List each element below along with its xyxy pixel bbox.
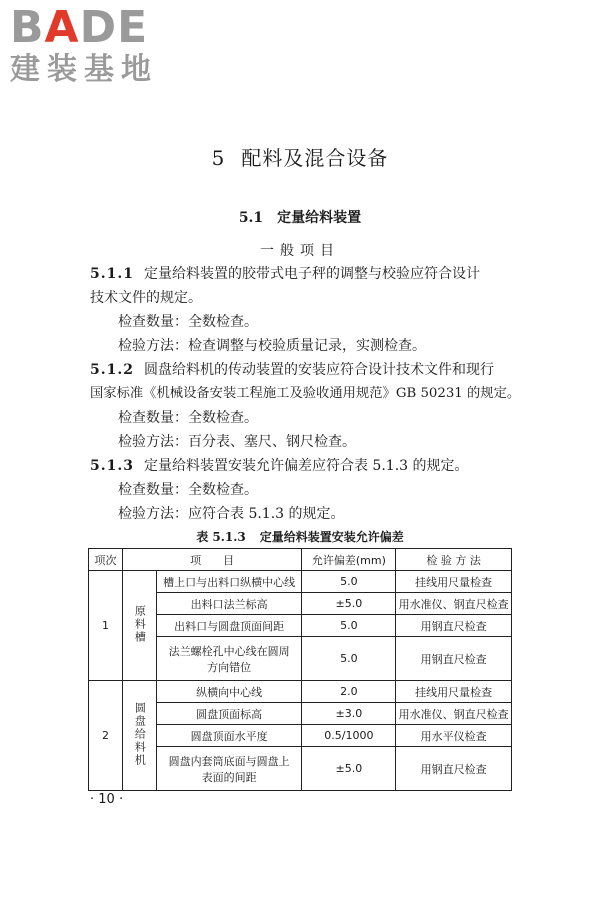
check-method: 检验方法：应符合表 5.1.3 的规定。	[118, 506, 345, 522]
header-method: 检 验 方 法	[396, 549, 512, 571]
table-row	[89, 571, 512, 593]
header-index: 项次	[89, 549, 123, 571]
method-cell: 挂线用尺量检查	[396, 681, 512, 703]
item-cell: 出料口法兰标高	[156, 593, 302, 615]
tolerance-cell: 5.0	[302, 571, 396, 593]
clause-5-1-3: 5.1.3 定量给料装置安装允许偏差应符合表 5.1.3 的规定。	[90, 458, 469, 474]
method-cell: 用水准仪、钢直尺检查	[396, 703, 512, 725]
item-cell: 圆盘顶面水平度	[156, 725, 302, 747]
item-cell: 法兰螺栓孔中心线在圆周 方向错位	[156, 637, 302, 681]
logo-wordmark: BADE	[10, 2, 149, 53]
method-cell: 挂线用尺量检查	[396, 571, 512, 593]
subheading: 一般项目	[260, 243, 340, 259]
clause-number: 5.1.3	[90, 458, 134, 474]
check-quantity: 检查数量：全数检查。	[118, 482, 258, 498]
chapter-title: 5 配料及混合设备	[211, 146, 389, 170]
section-title: 5.1 定量给料装置	[238, 210, 362, 226]
clause-5-1-1: 5.1.1 定量给料装置的胶带式电子秤的调整与校验应符合设计 技术文件的规定。	[90, 266, 480, 306]
bade-logo	[10, 4, 180, 94]
method-cell: 用水准仪、钢直尺检查	[396, 593, 512, 615]
check-method: 检验方法：百分表、塞尺、钢尺检查。	[118, 434, 356, 450]
tolerance-table	[88, 548, 512, 791]
logo-subtitle: 建装基地	[10, 52, 158, 87]
group-index: 2	[89, 681, 123, 791]
clause-number: 5.1.1	[90, 266, 134, 282]
tolerance-cell: ±5.0	[302, 593, 396, 615]
method-cell: 用水平仪检查	[396, 725, 512, 747]
clause-5-1-2: 5.1.2 圆盘给料机的传动装置的安装应符合设计技术文件和现行 国家标准《机械设备安装工程施工及验收通用规范》GB 50231 的规定。	[90, 362, 521, 401]
group-name: 原料槽	[122, 571, 156, 681]
tolerance-cell: 5.0	[302, 615, 396, 637]
header-item: 项 目	[122, 549, 301, 571]
group-name: 圆盘给料机	[122, 681, 156, 791]
method-cell: 用钢直尺检查	[396, 747, 512, 791]
method-cell: 用钢直尺检查	[396, 637, 512, 681]
tolerance-cell: ±3.0	[302, 703, 396, 725]
table-row	[89, 681, 512, 703]
table-caption: 表 5.1.3 定量给料装置安装允许偏差	[196, 530, 404, 544]
tolerance-cell: 2.0	[302, 681, 396, 703]
item-cell: 出料口与圆盘顶面间距	[156, 615, 302, 637]
item-cell: 圆盘内套筒底面与圆盘上 表面的间距	[156, 747, 302, 791]
clause-number: 5.1.2	[90, 362, 134, 378]
tolerance-cell: 0.5/1000	[302, 725, 396, 747]
item-cell: 圆盘顶面标高	[156, 703, 302, 725]
check-method: 检验方法：检查调整与校验质量记录，实测检查。	[118, 338, 426, 354]
check-quantity: 检查数量：全数检查。	[118, 314, 258, 330]
group-index: 1	[89, 571, 123, 681]
method-cell: 用钢直尺检查	[396, 615, 512, 637]
item-cell: 槽上口与出料口纵横中心线	[156, 571, 302, 593]
item-cell: 纵横向中心线	[156, 681, 302, 703]
page-number: · 10 ·	[90, 792, 124, 807]
tolerance-cell: ±5.0	[302, 747, 396, 791]
check-quantity: 检查数量：全数检查。	[118, 410, 258, 426]
header-tolerance: 允许偏差(mm)	[302, 549, 396, 571]
table-header-row	[89, 549, 512, 571]
tolerance-cell: 5.0	[302, 637, 396, 681]
